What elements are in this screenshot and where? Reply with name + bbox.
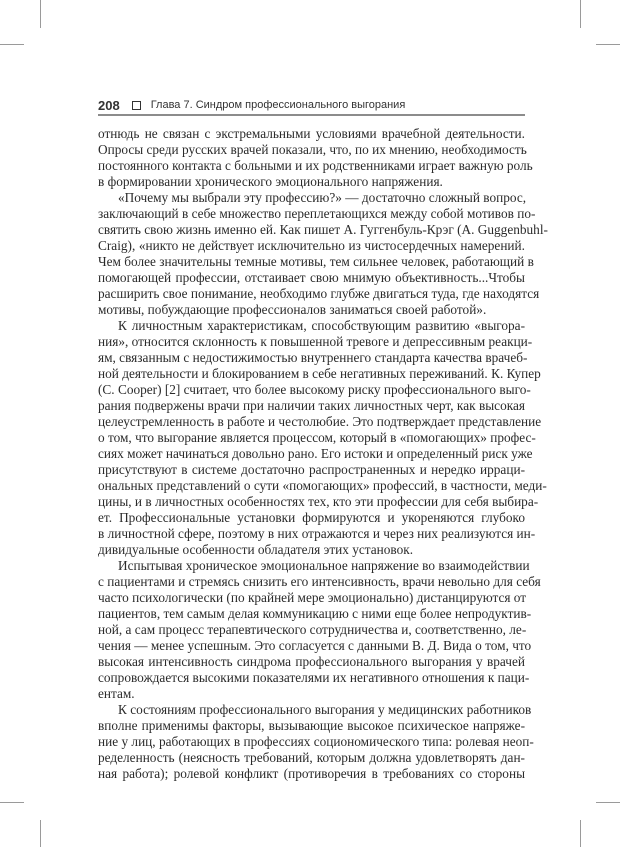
text-line: вполне применимы факторы, вызывающие высокое психическое напряже- [98,718,525,733]
text-line: помогающей профессии, отстаивает свою мнимую объективность...Чтобы [98,270,525,285]
text-line: расширить свое понимание, необходимо глубже двигаться туда, где находятся [98,286,540,301]
paragraph [98,558,541,702]
crop-mark [596,802,620,803]
crop-mark [40,820,41,847]
page-number: 208 [98,97,120,113]
text-line: ональных представлений о сути «помогающих» профессий, в частности, меди- [98,478,547,493]
text-line: ной, а сам процесс терапевтического сотрудничества и, соответственно, ле- [98,622,527,637]
text-line: заключающий в себе множество переплетающихся между собой мотивов по- [98,206,536,221]
text-line: пациентов, тем самым делая коммуникацию с ними еще более непродуктив- [98,606,532,621]
text-line: ет. Профессиональные установки формируются и укореняются глубоко [98,510,525,525]
crop-mark [40,0,41,28]
paragraph [98,190,548,318]
crop-mark [0,802,24,803]
text-line: ния», относится склонность к повышенной тревоге и депрессивным реакци- [98,334,533,349]
text-line: ределенность (неясность требований, которым должна удовлетворять дан- [98,750,525,765]
text-line: присутствуют в системе достаточно распространенных и нередко ирраци- [98,462,525,477]
body-text [98,126,548,782]
text-line: с пациентами и стремясь снизить его интенсивность, врачи невольно для себя [98,574,541,589]
paragraph [98,318,547,558]
text-line: ной деятельности и блокированием в себе негативных переживаний. К. Купер [98,366,541,381]
text-line: часто психологически (по крайней мере эмоционально) дистанцируются от [98,590,527,605]
text-line: Чем более значительны темные мотивы, тем сильнее человек, работающий в [98,254,534,269]
text-line: ние у лиц, работающих в профессиях социономического типа: ролевая неоп- [98,734,534,749]
text-line: целеустремленность в работе и честолюбие. Это подтверждает представление [98,414,542,429]
text-line: чения — менее успешным. Это согласуется с данными В. Д. Вида о том, что [98,638,532,653]
crop-mark [580,820,581,847]
text-line: в личностной сфере, поэтому в них отражаются и через них реализуются ин- [98,526,536,541]
text-line: (C. Cooper) [2] считает, что более высокому риску профессионального выго- [98,382,531,397]
square-bullet-icon [132,101,141,110]
crop-mark [0,44,24,45]
paragraph [98,702,534,782]
paragraph [98,126,533,190]
text-line: К личностным характеристикам, способствующим развитию «выгора- [118,318,525,333]
text-line: рания подвержены врачи при наличии таких личностных черт, как высокая [98,398,525,413]
crop-mark [596,44,620,45]
text-line: К состояниям профессионального выгорания у медицинских работников [118,702,532,717]
chapter-title: Глава 7. Синдром профессионального выгорания [150,99,406,111]
text-line: высокая интенсивность синдрома профессионального выгорания у врачей [98,654,525,669]
text-line: ная работа); ролевой конфликт (противоречия в требованиях со стороны [98,766,525,781]
text-line: святить свою жизнь именно ей. Как пишет А. Гуггенбуль-Крэг (A. Guggenbuhl- [98,222,548,237]
text-line: Опросы среди русских врачей показали, что, по их мнению, необходимость [98,142,527,157]
text-line: дивидуальные особенности обладателя этих установок. [98,542,414,557]
text-line: ентам. [98,686,135,701]
text-line: цины, и в личностных особенностях тех, кто эти профессии для себя выбира- [98,494,539,509]
text-line: постоянного контакта с больными и их родственниками играет важную роль [98,158,533,173]
text-line: «Почему мы выбрали эту профессию?» — достаточно сложный вопрос, [118,190,527,205]
text-line: о том, что выгорание является процессом, который в «помогающих» профес- [98,430,536,445]
text-line: Craig), «никто не действует исключительно из чистосердечных намерений. [98,238,525,253]
running-header [98,96,525,116]
text-line: сопровождается высокими показателями их негативного отношения к паци- [98,670,530,685]
text-line: отнюдь не связан с экстремальными условиями врачебной деятельности. [98,126,525,141]
text-line: ям, связанным с недостижимостью внутреннего стандарта качества врачеб- [98,350,528,365]
text-line: Испытывая хроническое эмоциональное напряжение во взаимодействии [118,558,530,573]
crop-mark [580,0,581,28]
text-line: мотивы, побуждающие профессионалов заниматься своей работой». [98,302,487,317]
text-line: в формировании хронического эмоционального напряжения. [98,174,443,189]
text-line: сиях может начинаться довольно рано. Его истоки и определенный риск уже [98,446,533,461]
